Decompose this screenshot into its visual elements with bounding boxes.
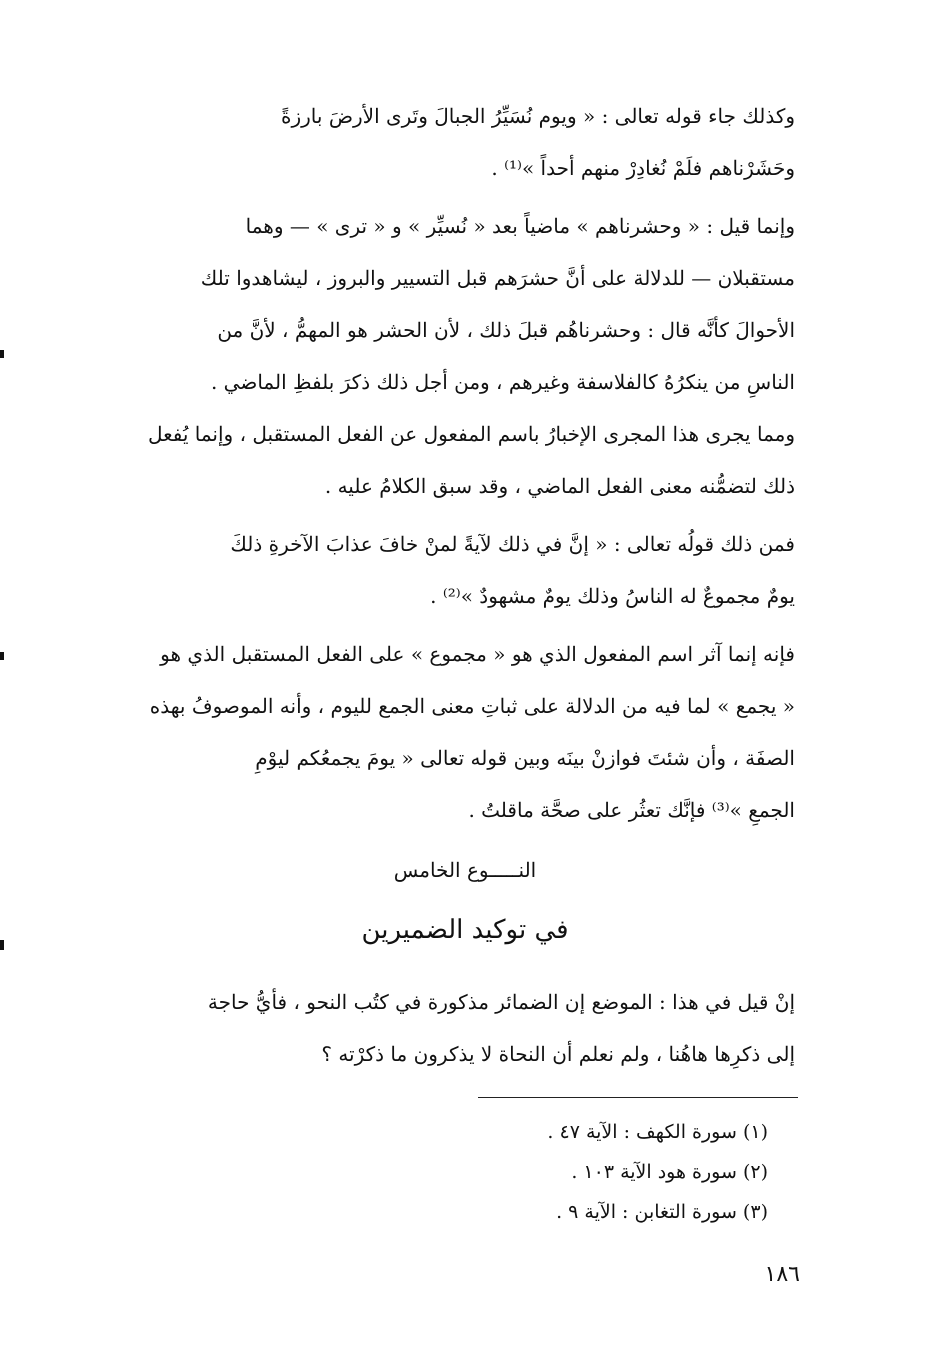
paragraph-line: ومما يجرى هذا المجرى الإخبارُ باسم المفعول عن الفعل المستقبل ، وإنما يُفعل xyxy=(147,422,795,446)
section-subtitle: في توكيد الضميرين xyxy=(361,915,569,945)
paragraph-1 xyxy=(135,90,795,194)
paragraph-line: مستقبلان — للدلالة على أنَّ حشرَهم قبل التسيير والبروز ، ليشاهدوا تلك xyxy=(200,266,795,290)
paragraph-line: فمن ذلك قولُه تعالى : « إنَّ في ذلك لآيةً لمنْ خافَ عذابَ الآخرةِ ذلكَ xyxy=(230,532,795,556)
paragraph-line: إلى ذكرِها هاهُنا ، ولم نعلم أن النحاة لا يذكرون ما ذكرْته ؟ xyxy=(321,1042,795,1066)
scan-margin-mark xyxy=(0,350,4,358)
paragraph-2 xyxy=(135,200,795,408)
paragraph-line: الجمعِ »⁽³⁾ فإنَّك تعثُر على صحَّة ماقلتُ . xyxy=(468,798,795,822)
footnote: (٢) سورة هود الآية ١٠٣ . xyxy=(571,1161,768,1183)
paragraph-line: وحَشَرْناهم فلَمْ نُغادِرْ منهم أحداً »⁽¹⁾ . xyxy=(491,156,795,180)
paragraph-line: فإنه إنما آثر اسم المفعول الذي هو « مجموع » على الفعل المستقبل الذي هو xyxy=(160,642,795,666)
scan-margin-mark xyxy=(0,940,4,950)
scan-margin-mark xyxy=(0,652,4,660)
paragraph-line: الصفَة ، وأن شئتَ فوازنْ بينَه وبين قوله تعالى « يومَ يجمعُكم ليوْمِ xyxy=(255,746,795,770)
paragraph-5 xyxy=(135,628,795,836)
paragraph-line: يومٌ مجموعٌ له الناسُ وذلك يومٌ مشهودٌ »⁽²⁾ . xyxy=(430,584,795,608)
paragraph-3 xyxy=(135,408,795,512)
footnotes xyxy=(400,1112,768,1232)
paragraph-line: « يجمع » لما فيه من الدلالة على ثباتِ معنى الجمع لليوم ، وأنه الموصوفُ بهذه xyxy=(149,694,795,718)
paragraph-4 xyxy=(135,518,795,622)
paragraph-line: ذلك لتضمُّنه معنى الفعل الماضي ، وقد سبق الكلامُ عليه . xyxy=(324,474,795,498)
paragraph-line: إنْ قيل في هذا : الموضع إن الضمائر مذكورة في كتُب النحو ، فأيُّ حاجة xyxy=(207,990,795,1014)
paragraph-line: الناسِ من ينكرُهُ كالفلاسفة وغيرهم ، ومن أجل ذلك ذكرَ بلفظِ الماضي . xyxy=(210,370,795,394)
paragraph-line: الأحوالَ كأنَّه قال : وحشرناهُم قبلَ ذلك ، لأن الحشر هو المهمُّ ، لأنَّ من xyxy=(217,318,795,342)
footnote-divider xyxy=(478,1097,798,1098)
closing-paragraph xyxy=(135,976,795,1080)
paragraph-line: وكذلك جاء قوله تعالى : « ويوم نُسَيِّرُ الجبالَ وتَرى الأرضَ بارزةً xyxy=(281,104,795,128)
footnote: (٣) سورة التغابن : الآية ٩ . xyxy=(556,1201,768,1223)
footnote: (١) سورة الكهف : الآية ٤٧ . xyxy=(547,1121,768,1143)
paragraph-line: وإنما قيل : « وحشرناهم » ماضياً بعد « نُسيِّر » و « ترى » — وهما xyxy=(245,214,795,238)
page-number: ١٨٦ xyxy=(764,1262,800,1287)
section-title: النـــــوع الخامس xyxy=(393,858,537,882)
